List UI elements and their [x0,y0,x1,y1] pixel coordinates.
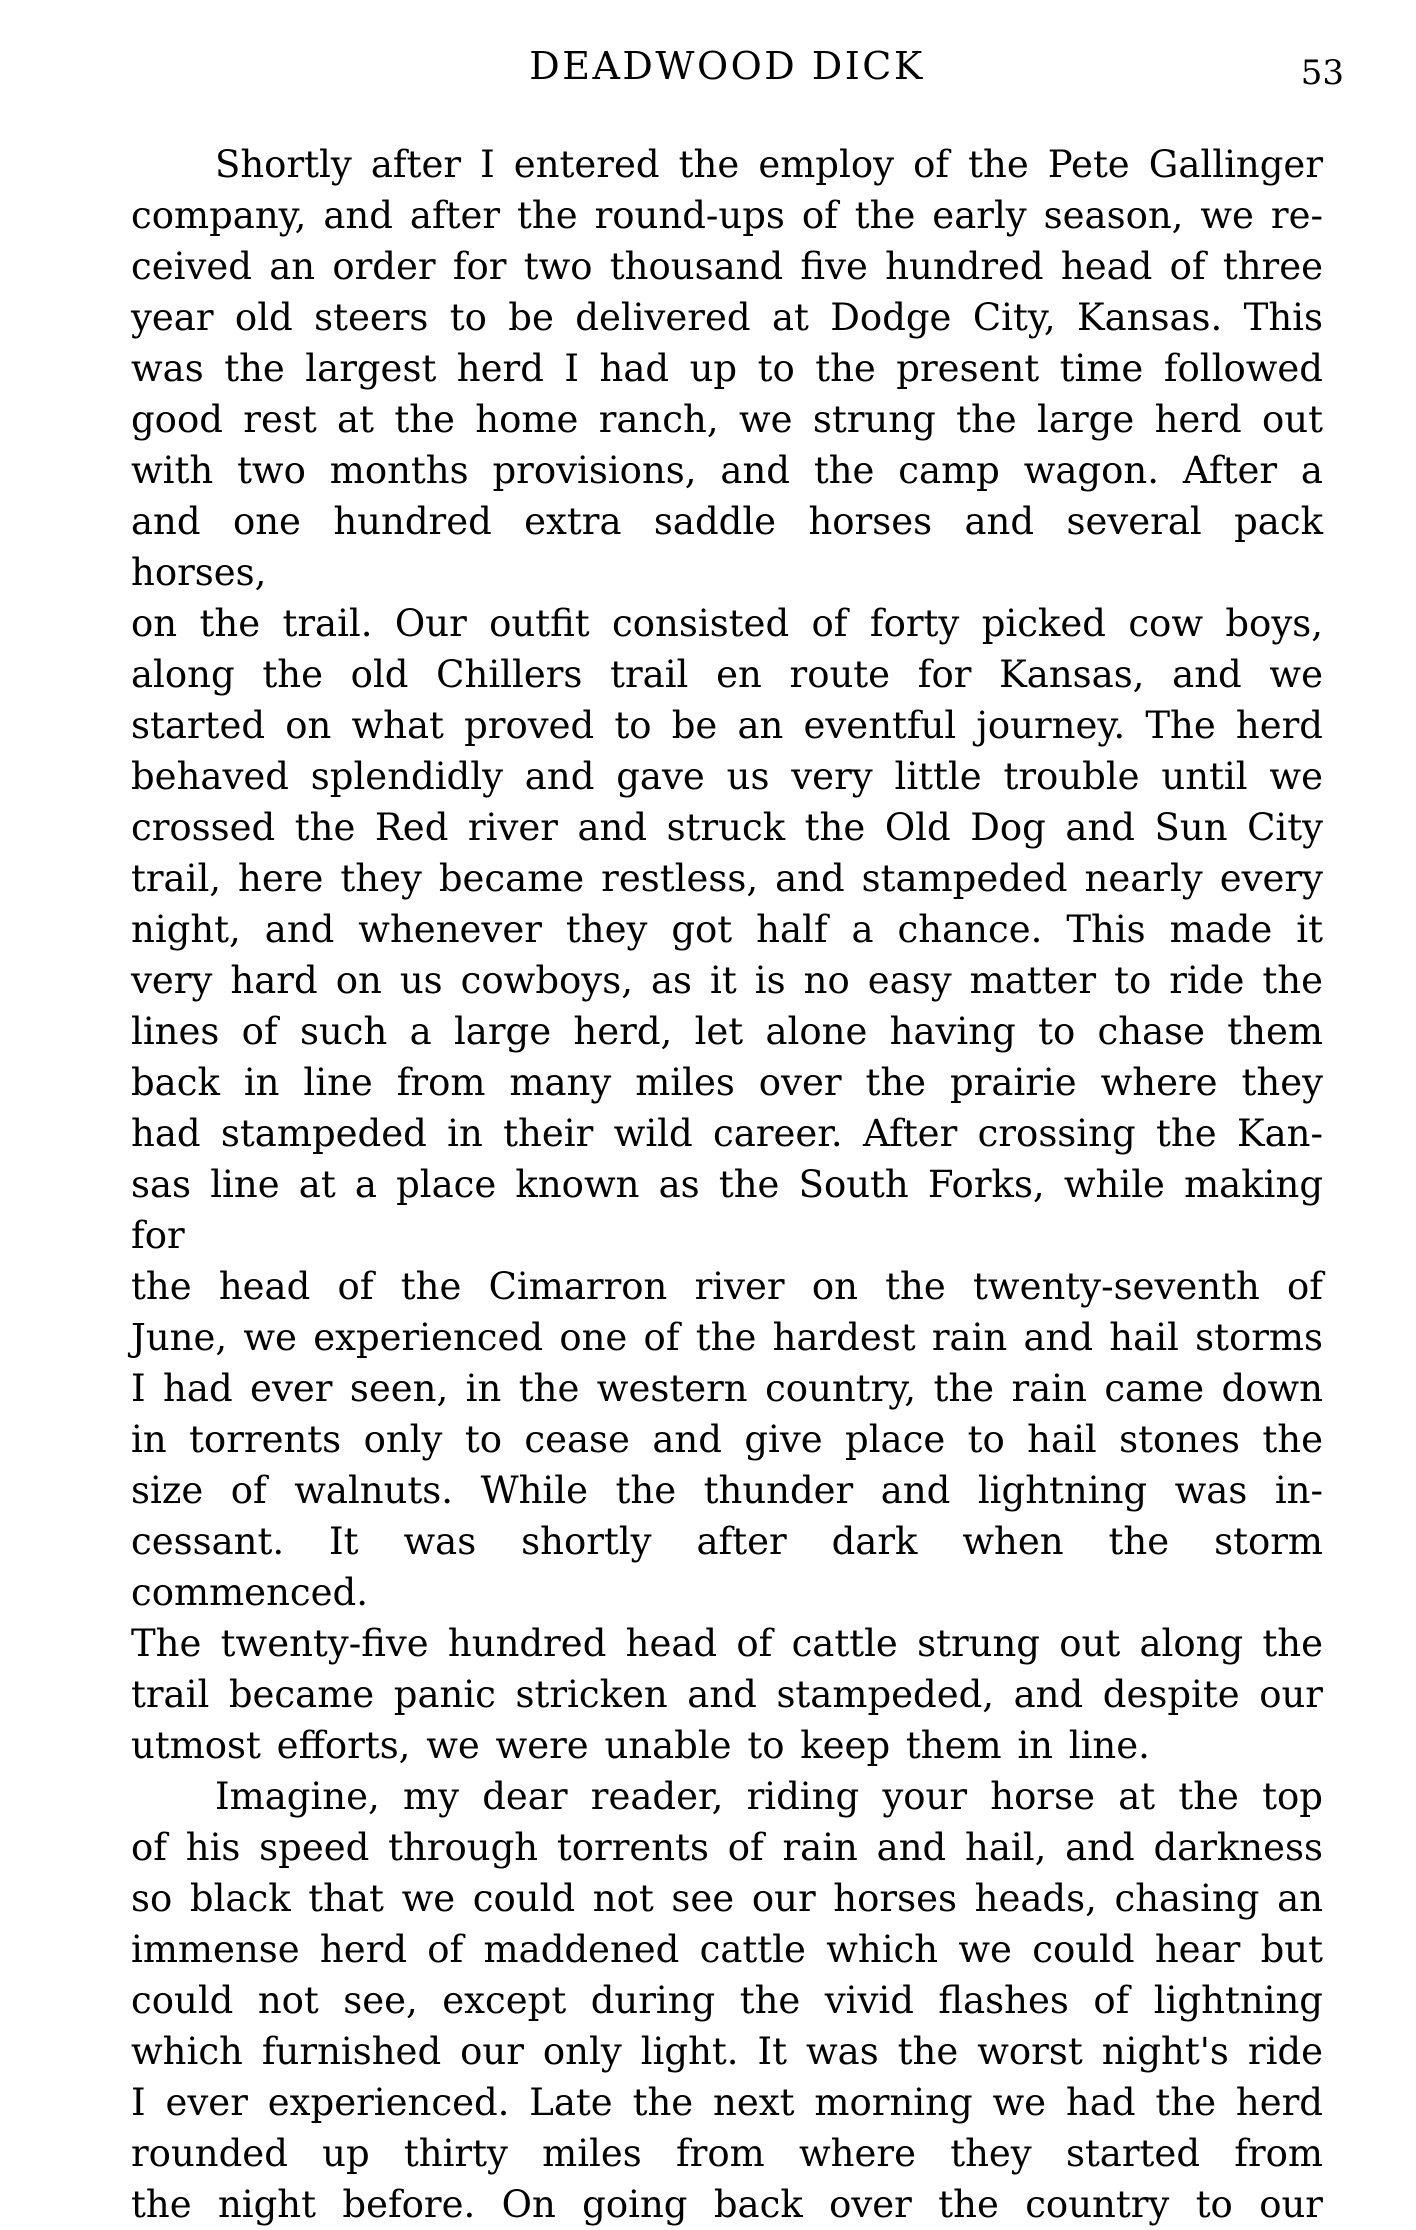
text-line: in torrents only to cease and give place to hail stones the [131,1418,1323,1461]
text-line: immense herd of maddened cattle which we could hear but [131,1928,1323,1971]
text-line: the head of the Cimarron river on the twenty-seventh of [131,1265,1323,1308]
text-line: along the old Chillers trail en route for Kansas, and we [131,653,1323,696]
text-line: rounded up thirty miles from where they started from [131,2132,1323,2175]
text-line: good rest at the home ranch, we strung the large herd out [131,398,1323,441]
text-line: back in line from many miles over the prairie where they [131,1061,1323,1104]
text-line: on the trail. Our outfit consisted of forty picked cow boys, [131,602,1323,645]
page-number: 53 [1300,53,1344,93]
text-line: night, and whenever they got half a chance. This made it [131,908,1323,951]
body-text [131,139,1323,2230]
text-line: June, we experienced one of the hardest rain and hail storms [131,1316,1323,1359]
text-line: utmost efforts, we were unable to keep them in line. [131,1724,1150,1767]
text-line: which furnished our only light. It was the worst night's ride [131,2030,1323,2073]
text-line: so black that we could not see our horses heads, chasing an [131,1877,1323,1920]
text-line: with two months provisions, and the camp wagon. After a [131,449,1323,492]
text-line: year old steers to be delivered at Dodge City, Kansas. This [131,296,1323,339]
text-line: Imagine, my dear reader, riding your horse at the top [215,1775,1323,1818]
text-line: and one hundred extra saddle horses and several pack horses, [131,500,1323,594]
text-line: cessant. It was shortly after dark when the storm commenced. [131,1520,1323,1614]
text-line: the night before. On going back over the country to our [131,2183,1323,2226]
text-line: crossed the Red river and struck the Old Dog and Sun City [131,806,1323,849]
text-line: very hard on us cowboys, as it is no easy matter to ride the [131,959,1323,1002]
text-line: trail became panic stricken and stampeded, and despite our [131,1673,1323,1716]
text-line: ceived an order for two thousand five hundred head of three [131,245,1323,288]
text-line: behaved splendidly and gave us very little trouble until we [131,755,1323,798]
text-line: could not see, except during the vivid flashes of lightning [131,1979,1323,2022]
text-line: lines of such a large herd, let alone having to chase them [131,1010,1323,1053]
text-line: had stampeded in their wild career. After crossing the Kan- [131,1112,1323,1155]
text-line: started on what proved to be an eventful journey. The herd [131,704,1323,747]
text-line: of his speed through torrents of rain and hail, and darkness [131,1826,1323,1869]
text-line: was the largest herd I had up to the present time followed [131,347,1323,390]
text-line: I ever experienced. Late the next morning we had the herd [131,2081,1323,2124]
text-line: company, and after the round-ups of the early season, we re- [131,194,1323,237]
running-header-title: DEADWOOD DICK [529,44,925,88]
running-header [131,46,1323,94]
text-line: trail, here they became restless, and stampeded nearly every [131,857,1323,900]
text-line: size of walnuts. While the thunder and lightning was in- [131,1469,1323,1512]
text-line: I had ever seen, in the western country, the rain came down [131,1367,1323,1410]
text-line: The twenty-five hundred head of cattle strung out along the [131,1622,1323,1665]
text-line: sas line at a place known as the South Forks, while making for [131,1163,1323,1257]
text-line: Shortly after I entered the employ of the Pete Gallinger [215,143,1323,186]
